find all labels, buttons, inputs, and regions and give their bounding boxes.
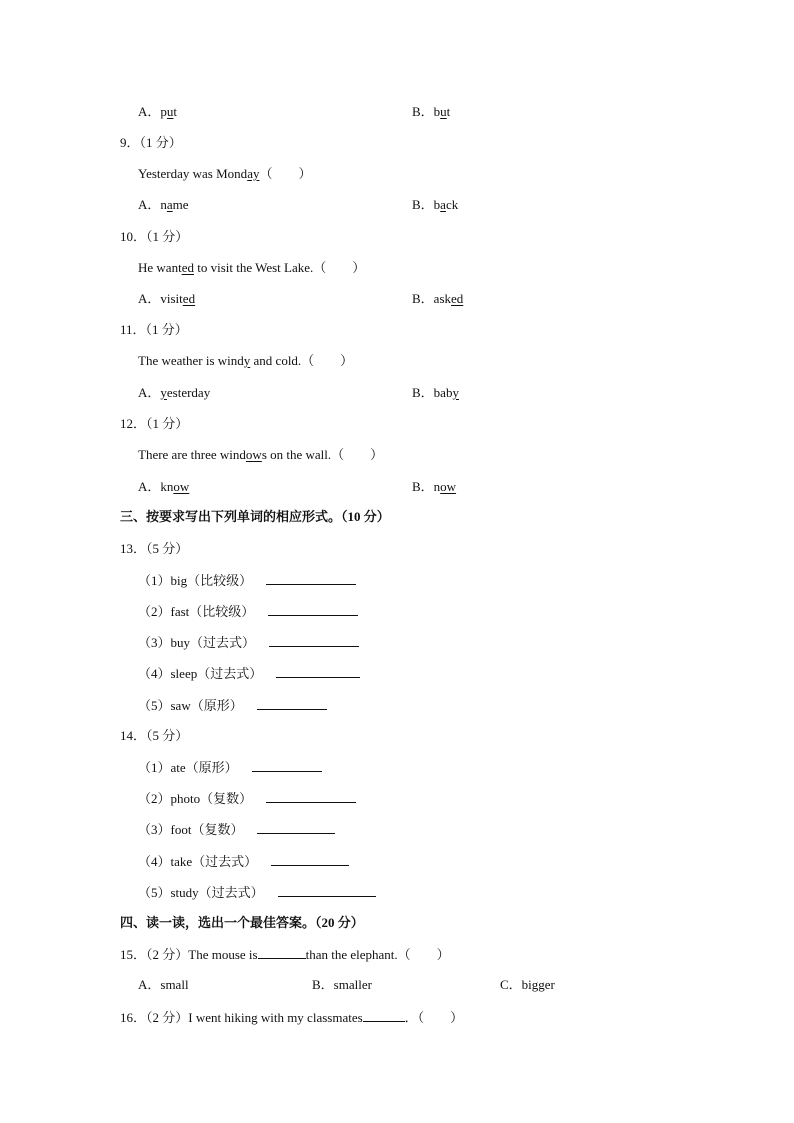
q9-option-b: B．back bbox=[412, 197, 459, 212]
q14-item-1: （1）ate（原形） bbox=[138, 759, 322, 776]
answer-blank[interactable] bbox=[278, 884, 376, 897]
section-4-heading: 四、读一读，选出一个最佳答案。（20 分） bbox=[120, 915, 364, 930]
q10-text: He wanted to visit the West Lake.（ ） bbox=[138, 260, 366, 275]
q15-option-b: B．smaller bbox=[312, 977, 372, 992]
q13-number: 13．（5 分） bbox=[120, 541, 189, 556]
q13-item-1: （1）big（比较级） bbox=[138, 572, 356, 589]
q10-number: 10．（1 分） bbox=[120, 229, 189, 244]
answer-blank[interactable] bbox=[257, 821, 335, 834]
q10-option-a: A．visited bbox=[138, 291, 196, 306]
answer-blank[interactable] bbox=[266, 572, 356, 585]
q10-option-b: B．asked bbox=[412, 291, 464, 306]
q15-text: 15．（2 分）The mouse is than the elephant.（ ） bbox=[120, 947, 450, 962]
q9-number: 9．（1 分） bbox=[120, 135, 182, 150]
q14-number: 14．（5 分） bbox=[120, 728, 189, 743]
q12-number: 12．（1 分） bbox=[120, 416, 189, 431]
q13-item-4: （4）sleep（过去式） bbox=[138, 665, 360, 682]
answer-blank[interactable] bbox=[268, 603, 358, 616]
q12-option-a: A．know bbox=[138, 479, 190, 494]
q9-text: Yesterday was Monday（ ） bbox=[138, 166, 312, 181]
answer-blank[interactable] bbox=[363, 1009, 405, 1022]
section-3-heading: 三、按要求写出下列单词的相应形式。（10 分） bbox=[120, 509, 390, 524]
q14-item-3: （3）foot（复数） bbox=[138, 821, 335, 838]
q13-item-2: （2）fast（比较级） bbox=[138, 603, 358, 620]
q12-option-b: B．now bbox=[412, 479, 457, 494]
answer-blank[interactable] bbox=[258, 946, 306, 959]
q16-text: 16．（2 分）I went hiking with my classmates ．（ ） bbox=[120, 1010, 464, 1025]
answer-blank[interactable] bbox=[266, 790, 356, 803]
q13-item-3: （3）buy（过去式） bbox=[138, 634, 359, 651]
answer-blank[interactable] bbox=[257, 697, 327, 710]
q13-item-5: （5）saw（原形） bbox=[138, 697, 327, 714]
q15-option-c: C．bigger bbox=[500, 977, 555, 992]
q11-option-a: A．yesterday bbox=[138, 385, 211, 400]
q9-option-a: A．name bbox=[138, 197, 189, 212]
q15-option-a: A．small bbox=[138, 977, 189, 992]
q14-item-5: （5）study（过去式） bbox=[138, 884, 376, 901]
q12-text: There are three windows on the wall.（ ） bbox=[138, 447, 384, 462]
q14-item-4: （4）take（过去式） bbox=[138, 853, 349, 870]
answer-blank[interactable] bbox=[271, 853, 349, 866]
q8-option-a: A．put bbox=[138, 104, 178, 119]
q14-item-2: （2）photo（复数） bbox=[138, 790, 356, 807]
q11-option-b: B．baby bbox=[412, 385, 459, 400]
q11-number: 11．（1 分） bbox=[120, 322, 188, 337]
q11-text: The weather is windy and cold.（ ） bbox=[138, 353, 354, 368]
q8-option-b: B．but bbox=[412, 104, 451, 119]
answer-blank[interactable] bbox=[276, 665, 360, 678]
answer-blank[interactable] bbox=[269, 634, 359, 647]
answer-blank[interactable] bbox=[252, 759, 322, 772]
